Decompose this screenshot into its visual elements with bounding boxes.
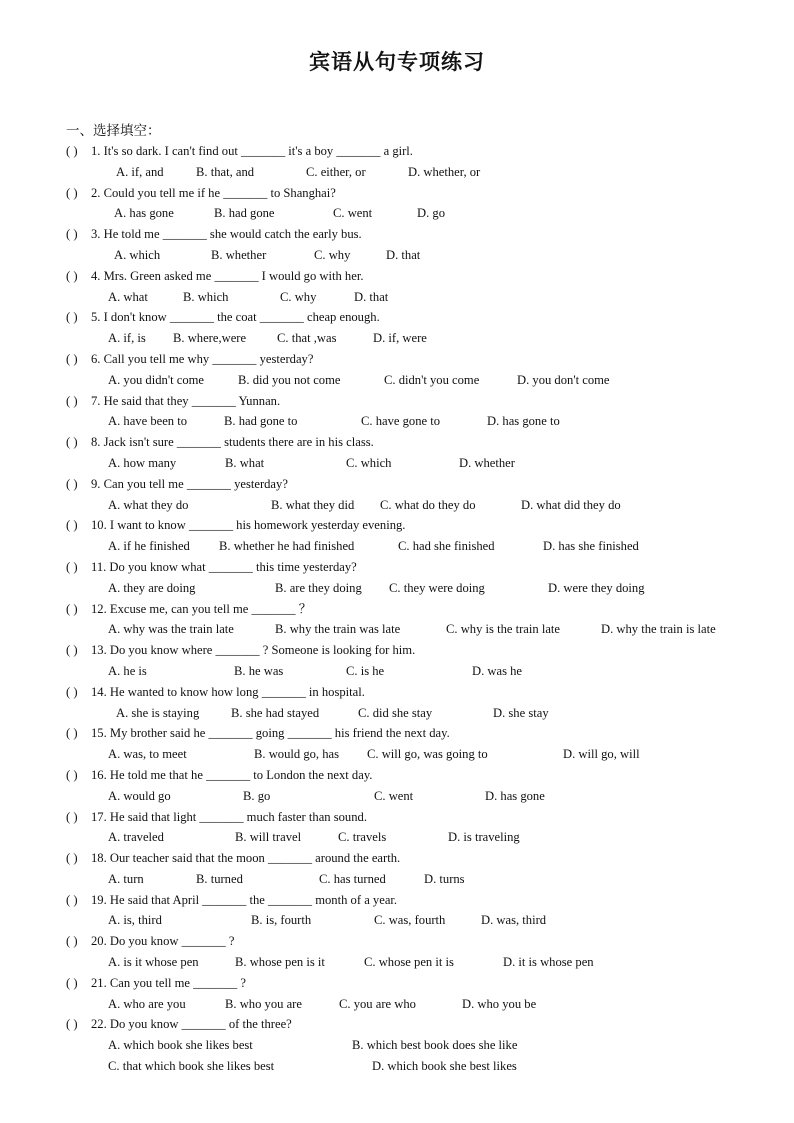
question-18 bbox=[66, 848, 766, 869]
question-text: 5. I don't know _______ the coat _______ cheap enough. bbox=[91, 310, 380, 325]
options-row bbox=[66, 952, 766, 973]
question-text: 3. He told me _______ she would catch the early bus. bbox=[91, 227, 362, 242]
option-c: C. had she finished bbox=[398, 539, 495, 554]
question-19 bbox=[66, 890, 766, 911]
answer-blank: ( ) bbox=[66, 476, 78, 491]
answer-blank: ( ) bbox=[66, 975, 78, 990]
answer-blank: ( ) bbox=[66, 892, 78, 907]
option-a: A. was, to meet bbox=[108, 747, 187, 762]
option-d: D. go bbox=[417, 206, 445, 221]
option-d: D. that bbox=[354, 289, 389, 304]
option-b: B. would go, has bbox=[254, 747, 340, 762]
options-row bbox=[66, 245, 766, 266]
question-16 bbox=[66, 765, 766, 786]
question-10 bbox=[66, 515, 766, 536]
question-text: 8. Jack isn't sure _______ students there are in his class. bbox=[91, 435, 374, 450]
answer-blank: ( ) bbox=[66, 601, 78, 616]
answer-blank: ( ) bbox=[66, 726, 78, 741]
option-a: A. traveled bbox=[108, 830, 164, 845]
question-text: 9. Can you tell me _______ yesterday? bbox=[91, 476, 288, 491]
option-c: C. which bbox=[346, 455, 392, 470]
option-b: B. turned bbox=[196, 871, 243, 886]
option-d: D. that bbox=[386, 247, 421, 262]
answer-blank: ( ) bbox=[66, 1017, 78, 1032]
answer-blank: ( ) bbox=[66, 684, 78, 699]
option-c: C. either, or bbox=[306, 164, 366, 179]
option-c: C. has turned bbox=[319, 871, 386, 886]
answer-blank: ( ) bbox=[66, 435, 78, 450]
option-b: B. will travel bbox=[235, 830, 302, 845]
option-d: D. has gone bbox=[485, 788, 545, 803]
option-b: B. where,were bbox=[173, 331, 247, 346]
options-row bbox=[66, 619, 766, 640]
section-heading: 一、选择填空： bbox=[66, 123, 161, 139]
options-row bbox=[66, 536, 766, 557]
option-c: C. you are who bbox=[339, 996, 416, 1011]
option-c: C. have gone to bbox=[361, 414, 441, 429]
option-d: D. is traveling bbox=[448, 830, 520, 845]
option-d: D. you don't come bbox=[517, 372, 610, 387]
answer-blank: ( ) bbox=[66, 518, 78, 533]
option-d: D. why the train is late bbox=[601, 622, 716, 637]
question-text: 15. My brother said he _______ going _______ his friend the next day. bbox=[91, 726, 450, 741]
question-text: 7. He said that they _______ Yunnan. bbox=[91, 393, 281, 408]
question-text: 22. Do you know _______ of the three? bbox=[91, 1017, 292, 1032]
question-text: 2. Could you tell me if he _______ to Shanghai? bbox=[91, 185, 336, 200]
question-2 bbox=[66, 183, 766, 204]
question-text: 12. Excuse me, can you tell me _______ ？ bbox=[91, 601, 312, 616]
options-row bbox=[66, 703, 766, 724]
question-1 bbox=[66, 141, 766, 162]
option-b: B. she had stayed bbox=[231, 705, 320, 720]
options-row bbox=[66, 744, 766, 765]
option-c: C. did she stay bbox=[358, 705, 433, 720]
options-row bbox=[66, 328, 766, 349]
question-13 bbox=[66, 640, 766, 661]
option-a: A. turn bbox=[108, 871, 144, 886]
option-a: A. you didn't come bbox=[108, 372, 205, 387]
option-a: A. have been to bbox=[108, 414, 188, 429]
option-a: A. who are you bbox=[108, 996, 186, 1011]
answer-blank: ( ) bbox=[66, 227, 78, 242]
question-3 bbox=[66, 224, 766, 245]
options-row bbox=[66, 1056, 766, 1077]
option-d: D. has she finished bbox=[543, 539, 639, 554]
option-c: C. will go, was going to bbox=[367, 747, 488, 762]
option-d: D. was, third bbox=[481, 913, 547, 928]
question-text: 18. Our teacher said that the moon _______ around the earth. bbox=[91, 851, 401, 866]
option-c: C. what do they do bbox=[380, 497, 476, 512]
option-d: D. has gone to bbox=[487, 414, 560, 429]
options-row bbox=[66, 495, 766, 516]
question-text: 19. He said that April _______ the _______ month of a year. bbox=[91, 892, 398, 907]
question-17 bbox=[66, 807, 766, 828]
option-a: A. she is staying bbox=[116, 705, 200, 720]
option-d: D. whether bbox=[459, 455, 515, 470]
question-text: 14. He wanted to know how long _______ in hospital. bbox=[91, 684, 365, 699]
option-a: A. which bbox=[114, 247, 161, 262]
option-c: C. went bbox=[333, 206, 373, 221]
option-b: B. who you are bbox=[225, 996, 302, 1011]
option-d: D. it is whose pen bbox=[503, 955, 594, 970]
answer-blank: ( ) bbox=[66, 643, 78, 658]
question-text: 13. Do you know where _______ ? Someone is looking for him. bbox=[91, 643, 416, 658]
option-d: D. turns bbox=[424, 871, 465, 886]
answer-blank: ( ) bbox=[66, 351, 78, 366]
question-text: 17. He said that light _______ much faster than sound. bbox=[91, 809, 367, 824]
question-text: 10. I want to know _______ his homework yesterday evening. bbox=[91, 518, 406, 533]
answer-blank: ( ) bbox=[66, 310, 78, 325]
option-b: D. which book she best likes bbox=[372, 1059, 517, 1074]
option-b: B. which best book does she like bbox=[352, 1038, 518, 1053]
question-4 bbox=[66, 266, 766, 287]
option-c: C. they were doing bbox=[389, 580, 485, 595]
answer-blank: ( ) bbox=[66, 767, 78, 782]
question-8 bbox=[66, 432, 766, 453]
option-b: B. why the train was late bbox=[275, 622, 401, 637]
answer-blank: ( ) bbox=[66, 809, 78, 824]
option-c: C. why is the train late bbox=[446, 622, 561, 637]
option-a: A. is, third bbox=[108, 913, 162, 928]
option-a: A. if, and bbox=[116, 164, 164, 179]
option-a: C. that which book she likes best bbox=[108, 1059, 275, 1074]
option-a: A. how many bbox=[108, 455, 177, 470]
option-b: B. he was bbox=[234, 663, 284, 678]
options-row bbox=[66, 578, 766, 599]
option-a: A. if he finished bbox=[108, 539, 190, 554]
option-b: B. are they doing bbox=[275, 580, 362, 595]
option-b: B. whose pen is it bbox=[235, 955, 325, 970]
options-row bbox=[66, 994, 766, 1015]
option-b: B. is, fourth bbox=[251, 913, 312, 928]
option-d: D. was he bbox=[472, 663, 523, 678]
option-a: A. would go bbox=[108, 788, 171, 803]
question-list bbox=[66, 141, 766, 1077]
question-21 bbox=[66, 973, 766, 994]
option-d: D. whether, or bbox=[408, 164, 481, 179]
option-b: B. had gone bbox=[214, 206, 275, 221]
options-row bbox=[66, 910, 766, 931]
answer-blank: ( ) bbox=[66, 934, 78, 949]
option-a: A. what they do bbox=[108, 497, 189, 512]
answer-blank: ( ) bbox=[66, 851, 78, 866]
options-row bbox=[66, 287, 766, 308]
question-text: 21. Can you tell me _______ ? bbox=[91, 975, 246, 990]
option-b: B. did you not come bbox=[238, 372, 341, 387]
option-b: B. what they did bbox=[271, 497, 355, 512]
option-c: C. that ,was bbox=[277, 331, 337, 346]
options-row bbox=[66, 827, 766, 848]
option-c: C. why bbox=[280, 289, 317, 304]
option-c: C. was, fourth bbox=[374, 913, 446, 928]
question-5 bbox=[66, 307, 766, 328]
options-row bbox=[66, 411, 766, 432]
question-text: 11. Do you know what _______ this time yesterday? bbox=[91, 559, 357, 574]
option-d: D. she stay bbox=[493, 705, 549, 720]
option-b: B. go bbox=[243, 788, 271, 803]
option-a: A. what bbox=[108, 289, 148, 304]
option-a: A. why was the train late bbox=[108, 622, 234, 637]
answer-blank: ( ) bbox=[66, 559, 78, 574]
option-b: B. what bbox=[225, 455, 265, 470]
option-a: A. if, is bbox=[108, 331, 146, 346]
options-row bbox=[66, 786, 766, 807]
options-row bbox=[66, 661, 766, 682]
question-14 bbox=[66, 682, 766, 703]
option-b: B. which bbox=[183, 289, 229, 304]
question-text: 6. Call you tell me why _______ yesterday? bbox=[91, 351, 314, 366]
option-a: A. they are doing bbox=[108, 580, 196, 595]
question-12 bbox=[66, 599, 766, 620]
answer-blank: ( ) bbox=[66, 393, 78, 408]
option-d: D. will go, will bbox=[563, 747, 640, 762]
answer-blank: ( ) bbox=[66, 144, 78, 158]
options-row bbox=[66, 1035, 766, 1056]
answer-blank: ( ) bbox=[66, 185, 78, 200]
question-7 bbox=[66, 391, 766, 412]
options-row bbox=[66, 869, 766, 890]
question-text: 4. Mrs. Green asked me _______ I would go with her. bbox=[91, 268, 364, 283]
options-row bbox=[66, 203, 766, 224]
option-a: A. he is bbox=[108, 663, 147, 678]
options-row bbox=[66, 453, 766, 474]
option-c: C. is he bbox=[346, 663, 385, 678]
answer-blank: ( ) bbox=[66, 268, 78, 283]
options-row bbox=[66, 370, 766, 391]
question-6 bbox=[66, 349, 766, 370]
option-b: B. that, and bbox=[196, 164, 255, 179]
option-c: C. travels bbox=[338, 830, 387, 845]
option-d: D. what did they do bbox=[521, 497, 621, 512]
option-c: C. why bbox=[314, 247, 351, 262]
option-d: D. who you be bbox=[462, 996, 537, 1011]
option-b: B. whether bbox=[211, 247, 267, 262]
option-c: C. didn't you come bbox=[384, 372, 480, 387]
option-b: B. had gone to bbox=[224, 414, 298, 429]
question-22 bbox=[66, 1014, 766, 1035]
page-title: 宾语从句专项练习 bbox=[309, 49, 485, 74]
option-a: A. is it whose pen bbox=[108, 955, 199, 970]
question-11 bbox=[66, 557, 766, 578]
option-c: C. went bbox=[374, 788, 414, 803]
option-b: B. whether he had finished bbox=[219, 539, 355, 554]
question-text: 1. It's so dark. I can't find out _______ it's a boy _______ a girl. bbox=[91, 144, 413, 158]
option-a: A. which book she likes best bbox=[108, 1038, 253, 1053]
question-9 bbox=[66, 474, 766, 495]
option-c: C. whose pen it is bbox=[364, 955, 454, 970]
option-d: D. if, were bbox=[373, 331, 427, 346]
options-row bbox=[66, 162, 766, 183]
question-text: 16. He told me that he _______ to London the next day. bbox=[91, 767, 373, 782]
option-d: D. were they doing bbox=[548, 580, 645, 595]
question-text: 20. Do you know _______ ? bbox=[91, 934, 235, 949]
question-20 bbox=[66, 931, 766, 952]
question-15 bbox=[66, 723, 766, 744]
option-a: A. has gone bbox=[114, 206, 174, 221]
